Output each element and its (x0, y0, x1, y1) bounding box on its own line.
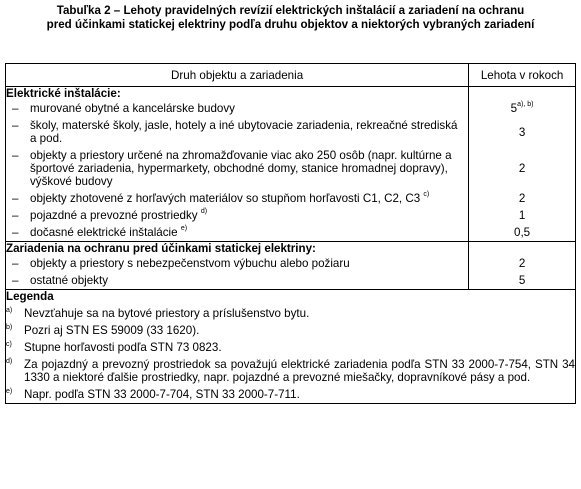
legend-note-text: Pozri aj STN ES 59009 (33 1620). (24, 324, 200, 337)
period-cell (469, 190, 576, 207)
legend-note (6, 322, 575, 339)
legend-note-text: Stupne horľavosti podľa STN 73 0823. (24, 341, 222, 354)
legend-notes (6, 305, 575, 403)
object-type-cell (6, 190, 469, 207)
period-value-wrap (469, 272, 575, 289)
object-type-item (12, 149, 464, 188)
object-type-text: objekty zhotovené z horľavých materiálov so stupňom horľavosti C1, C2, C3 (30, 192, 421, 205)
legend-note (6, 305, 575, 322)
object-type-text-wrap (30, 274, 464, 287)
table-header-row (6, 64, 576, 87)
object-type-text-wrap (30, 192, 464, 205)
object-type-item (12, 119, 464, 145)
caption-line-2: pred účinkami statickej elektriny podľa druhu objektov a niektorých vybraných zariadení (46, 18, 535, 31)
object-type-text-wrap (30, 209, 464, 222)
period-value-wrap (469, 255, 575, 272)
legend-note-text: Za pojazdný a prevozný prostriedok sa považujú elektrické zariadenia podľa STN 33 2000-7-754, STN 34 1330 a niektoré ďalšie prostriedky, napr. pojazdné a prevozné miešačky, dopravníkové pásy a pod. (24, 358, 575, 384)
legend-note-text: Napr. podľa STN 33 2000-7-704, STN 33 2000-7-711. (24, 388, 300, 401)
dash-bullet: – (12, 119, 19, 132)
object-type-item (12, 102, 464, 115)
object-type-text: objekty a priestory určené na zhromažďovanie viac ako 250 osôb (napr. kultúrne a športové zariadenia, hypermarkety, obchodné domy, stanice hromadnej dopravy), výškové budovy (30, 149, 452, 188)
period-value-wrap (469, 124, 575, 141)
legend-note (6, 339, 575, 356)
object-type-text: murované obytné a kancelárske budovy (30, 102, 235, 115)
object-type-text-wrap (30, 226, 464, 239)
legend-title: Legenda (6, 290, 54, 303)
period-cell (469, 117, 576, 147)
period-value-wrap (469, 100, 575, 117)
period-cell (469, 147, 576, 190)
object-type-item (12, 192, 464, 205)
table-row (6, 255, 576, 272)
period-value: 0,5 (514, 226, 531, 239)
object-type-item (12, 209, 464, 222)
object-type-cell (6, 117, 469, 147)
period-cell (469, 255, 576, 272)
legend (6, 290, 576, 404)
object-type-text-wrap (30, 119, 464, 145)
legend-note-mark: a) (6, 307, 13, 314)
period-value: 2 (518, 192, 526, 205)
legend-note (6, 386, 575, 403)
section-heading: Zariadenia na ochranu pred účinkami statickej elektriny: (6, 242, 469, 256)
table-row (6, 207, 576, 224)
period-value-wrap (469, 224, 575, 241)
period-value-wrap (469, 190, 575, 207)
object-type-cell (6, 100, 469, 117)
footnote-ref: d) (200, 208, 208, 216)
dash-bullet: – (12, 257, 19, 270)
revision-table (5, 63, 576, 404)
object-type-item (12, 257, 464, 270)
period-value: 2 (518, 162, 526, 175)
caption-line-1: Tabuľka 2 – Lehoty pravidelných revízií elektrických inštalácií a zariadení na ochranu (56, 4, 525, 17)
object-type-text-wrap (30, 102, 464, 115)
period-cell (469, 100, 576, 117)
table-row (6, 272, 576, 290)
dash-bullet: – (12, 226, 19, 239)
object-type-cell (6, 224, 469, 242)
table-row (6, 224, 576, 242)
dash-bullet: – (12, 192, 19, 205)
header-period: Lehota v rokoch (469, 64, 576, 87)
table-body (6, 87, 576, 290)
section-heading-row (6, 242, 576, 256)
object-type-text: pojazdné a prevozné prostriedky (30, 209, 198, 222)
section-heading-empty-cell (469, 242, 576, 256)
section-heading-empty-cell (469, 87, 576, 101)
legend-note-mark: b) (6, 324, 13, 331)
object-type-text-wrap (30, 149, 464, 188)
section-heading-row (6, 87, 576, 101)
footnote-ref: e) (180, 225, 188, 233)
table-row (6, 100, 576, 117)
object-type-cell (6, 207, 469, 224)
legend-row (6, 290, 576, 404)
table-caption (0, 0, 581, 32)
legend-note (6, 356, 575, 386)
period-cell (469, 207, 576, 224)
footnote-ref: c) (423, 191, 430, 199)
table-row (6, 117, 576, 147)
dash-bullet: – (12, 102, 19, 115)
dash-bullet: – (12, 149, 19, 162)
period-cell (469, 272, 576, 290)
section-heading: Elektrické inštalácie: (6, 87, 469, 101)
object-type-text: školy, materské školy, jasle, hotely a iné ubytovacie zariadenia, rekreačné strediská a pod. (30, 119, 458, 145)
object-type-item (12, 274, 464, 287)
object-type-text: objekty a priestory s nebezpečenstvom výbuchu alebo požiaru (30, 257, 350, 270)
object-type-cell (6, 255, 469, 272)
period-footnote-ref: a), b) (517, 101, 534, 109)
legend-note-mark: d) (6, 358, 13, 365)
legend-note-mark: c) (6, 341, 12, 348)
period-value: 5 (518, 274, 526, 287)
object-type-item (12, 226, 464, 239)
period-value: 2 (518, 257, 526, 270)
dash-bullet: – (12, 274, 19, 287)
period-value: 5 (510, 102, 518, 115)
object-type-cell (6, 272, 469, 290)
legend-note-mark: e) (6, 388, 13, 395)
header-object-type: Druh objektu a zariadenia (6, 64, 469, 87)
object-type-text-wrap (30, 257, 464, 270)
table-row (6, 147, 576, 190)
object-type-text: dočasné elektrické inštalácie (30, 226, 178, 239)
period-value: 1 (518, 209, 526, 222)
object-type-cell (6, 147, 469, 190)
dash-bullet: – (12, 209, 19, 222)
period-cell (469, 224, 576, 242)
period-value-wrap (469, 160, 575, 177)
object-type-text: ostatné objekty (30, 274, 108, 287)
legend-note-text: Nevzťahuje sa na bytové priestory a príslušenstvo bytu. (24, 307, 310, 320)
period-value: 3 (518, 125, 526, 139)
table-row (6, 190, 576, 207)
period-value-wrap (469, 207, 575, 224)
